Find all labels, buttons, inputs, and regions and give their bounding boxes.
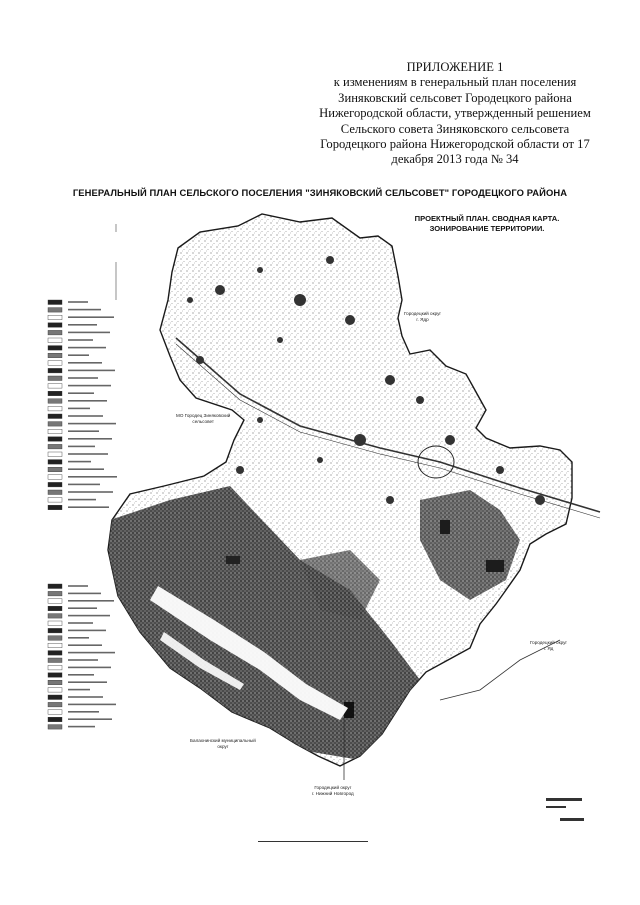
legend-text-line xyxy=(68,339,93,341)
legend-swatch xyxy=(48,606,62,611)
legend-swatch xyxy=(48,658,62,663)
legend-text-line xyxy=(68,408,90,410)
legend-swatch xyxy=(48,628,62,633)
legend-text-line xyxy=(68,711,99,713)
legend-swatch xyxy=(48,717,62,722)
settlement-block xyxy=(486,560,504,572)
legend-text-line xyxy=(68,332,110,334)
map-subtitle-line: ПРОЕКТНЫЙ ПЛАН. СВОДНАЯ КАРТА. xyxy=(414,214,560,223)
legend-swatch xyxy=(48,308,62,313)
legend-text-line xyxy=(68,377,98,379)
legend-swatch xyxy=(48,591,62,596)
legend-swatch xyxy=(48,444,62,449)
legend-swatch xyxy=(48,391,62,396)
label-line: г. Яд xyxy=(543,645,554,651)
legend-text-line xyxy=(68,438,112,440)
label-west-neighbor xyxy=(176,413,230,424)
legend-text-line xyxy=(68,607,97,609)
label-southwest-neighbor xyxy=(190,738,256,749)
legend-text-line xyxy=(68,468,104,470)
legend-text-line xyxy=(68,674,94,676)
legend-text-line xyxy=(68,644,102,646)
legend-swatch xyxy=(48,330,62,335)
map-subtitle xyxy=(392,214,582,234)
legend-text-line xyxy=(68,696,103,698)
legend-text-line xyxy=(68,370,115,372)
appendix-line: Нижегородской области, утвержденный решением xyxy=(319,106,591,121)
legend-text-line xyxy=(68,430,99,432)
legend-swatch xyxy=(48,710,62,715)
appendix-line: Сельского совета Зиняковского сельсовета xyxy=(340,121,570,136)
label-line: Городецкий округ xyxy=(404,311,442,316)
legend-swatch xyxy=(48,300,62,305)
legend-swatch xyxy=(48,651,62,656)
legend-swatch xyxy=(48,475,62,480)
label-line: МО Городец Зиняковский xyxy=(176,413,231,418)
legend-text-line xyxy=(68,347,106,349)
legend-swatch xyxy=(48,490,62,495)
legend-swatch xyxy=(48,437,62,442)
legend-text-line xyxy=(68,415,103,417)
legend-swatch xyxy=(48,673,62,678)
legend-swatch xyxy=(48,725,62,730)
legend-swatch xyxy=(48,452,62,457)
legend-text-line xyxy=(68,506,109,508)
legend-text-line xyxy=(68,615,110,617)
map-legend xyxy=(48,300,117,729)
legend-swatch xyxy=(48,384,62,389)
legend-swatch xyxy=(48,338,62,343)
legend-swatch xyxy=(48,702,62,707)
legend-swatch xyxy=(48,315,62,320)
map-title: ГЕНЕРАЛЬНЫЙ ПЛАН СЕЛЬСКОГО ПОСЕЛЕНИЯ "ЗИНЯКОВСКИЙ СЕЛЬСОВЕТ" ГОРОДЕЦКОГО РАЙОНА xyxy=(72,187,568,198)
label-line: г. Ядр xyxy=(416,316,429,322)
scale-bar xyxy=(546,798,584,821)
legend-text-line xyxy=(68,491,113,493)
appendix-line: декабря 2013 года № 34 xyxy=(391,152,519,167)
legend-swatch xyxy=(48,429,62,434)
legend-swatch xyxy=(48,353,62,358)
legend-text-line xyxy=(68,593,101,595)
label-ne-direction xyxy=(404,311,441,322)
label-east-direction xyxy=(530,640,567,651)
legend-text-line xyxy=(68,630,106,632)
legend-text-line xyxy=(68,600,114,602)
legend-swatch xyxy=(48,323,62,328)
legend-text-line xyxy=(68,681,107,683)
legend-swatch xyxy=(48,680,62,685)
legend-swatch xyxy=(48,621,62,626)
legend-swatch xyxy=(48,376,62,381)
legend-text-line xyxy=(68,689,90,691)
label-south-direction xyxy=(312,785,354,796)
legend-text-line xyxy=(68,718,112,720)
legend-swatch xyxy=(48,688,62,693)
legend-text-line xyxy=(68,476,117,478)
appendix-header xyxy=(290,60,620,168)
legend-swatch xyxy=(48,643,62,648)
appendix-line: Городецкого района Нижегородской области от 17 xyxy=(320,137,590,152)
legend-text-line xyxy=(68,400,107,402)
legend-text-line xyxy=(68,453,108,455)
legend-swatch xyxy=(48,695,62,700)
legend-swatch xyxy=(48,346,62,351)
legend-swatch xyxy=(48,361,62,366)
legend-swatch xyxy=(48,368,62,373)
label-line: г. Нижний Новгород xyxy=(312,790,354,796)
legend-swatch xyxy=(48,505,62,510)
legend-text-line xyxy=(68,667,111,669)
label-line: Городецкий округ xyxy=(314,785,352,790)
legend-swatch xyxy=(48,636,62,641)
legend-text-line xyxy=(68,659,98,661)
legend-text-line xyxy=(68,726,95,728)
legend-text-line xyxy=(68,484,100,486)
legend-swatch xyxy=(48,482,62,487)
legend-text-line xyxy=(68,301,88,303)
legend-swatch xyxy=(48,422,62,427)
legend-text-line xyxy=(68,392,94,394)
legend-swatch xyxy=(48,460,62,465)
legend-text-line xyxy=(68,309,101,311)
label-line: сельсовет xyxy=(192,418,214,424)
legend-text-line xyxy=(68,499,96,501)
map-subtitle-line: ЗОНИРОВАНИЕ ТЕРРИТОРИИ. xyxy=(429,224,545,233)
legend-text-line xyxy=(68,704,116,706)
legend-swatch xyxy=(48,414,62,419)
legend-text-line xyxy=(68,316,114,318)
label-line: Городецкий округ xyxy=(530,640,568,645)
legend-text-line xyxy=(68,622,93,624)
legend-text-line xyxy=(68,354,89,356)
legend-swatch xyxy=(48,599,62,604)
label-line: округ xyxy=(217,743,229,749)
legend-text-line xyxy=(68,362,102,364)
appendix-line: Зиняковский сельсовет Городецкого района xyxy=(338,90,572,105)
settlement-block xyxy=(226,556,240,564)
label-line: Балахнинский муниципальный xyxy=(190,738,256,743)
legend-swatch xyxy=(48,406,62,411)
legend-swatch xyxy=(48,584,62,589)
legend-swatch xyxy=(48,614,62,619)
settlement-block xyxy=(440,520,450,534)
legend-swatch xyxy=(48,665,62,670)
legend-text-line xyxy=(68,324,97,326)
legend-text-line xyxy=(68,637,89,639)
legend-swatch xyxy=(48,498,62,503)
appendix-line: ПРИЛОЖЕНИЕ 1 xyxy=(406,60,504,74)
legend-text-line xyxy=(68,585,88,587)
legend-swatch xyxy=(48,467,62,472)
legend-text-line xyxy=(68,423,116,425)
legend-text-line xyxy=(68,446,95,448)
legend-text-line xyxy=(68,461,91,463)
footer-rule xyxy=(258,841,368,842)
legend-swatch xyxy=(48,399,62,404)
appendix-line: к изменениям в генеральный план поселения xyxy=(333,75,577,90)
legend-text-line xyxy=(68,385,111,387)
legend-text-line xyxy=(68,652,115,654)
